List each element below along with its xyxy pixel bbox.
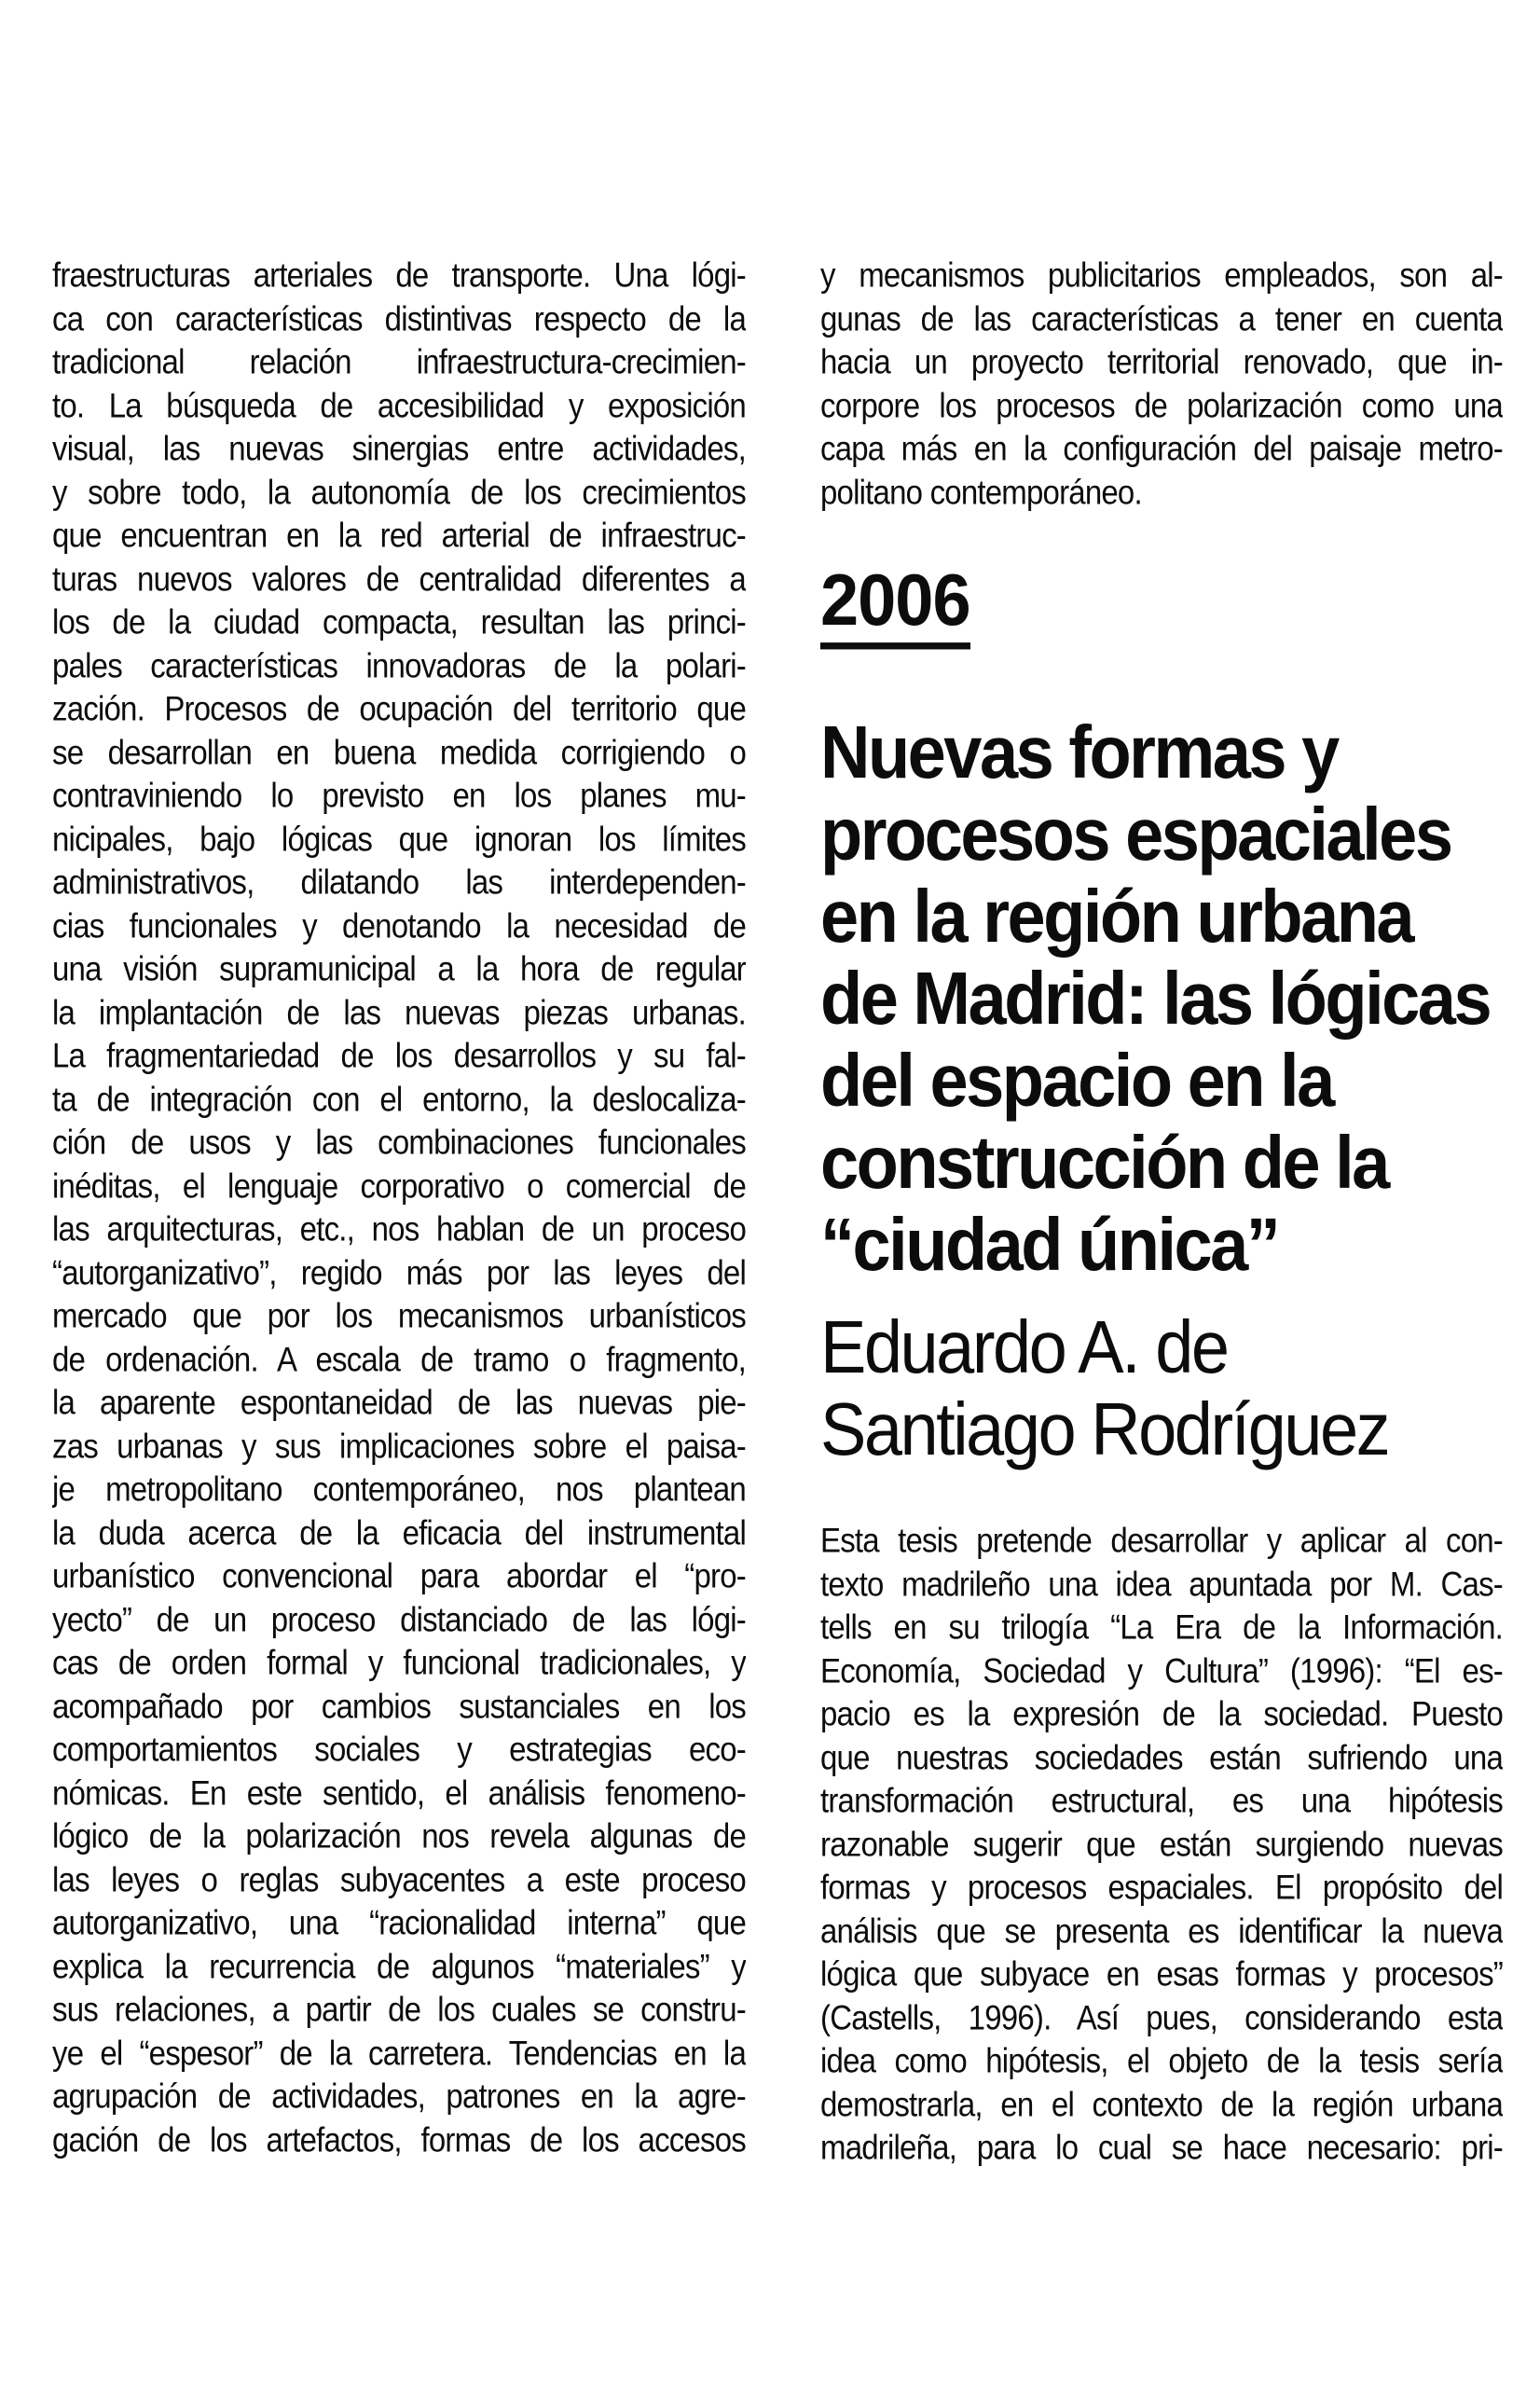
- text-line: agrupación de actividades, patrones en la agre-: [52, 2076, 746, 2116]
- text-line: las arquitecturas, etc., nos hablan de un proceso: [52, 1208, 746, 1249]
- text-line: que nuestras sociedades están sufriendo una: [820, 1737, 1503, 1776]
- text-line: je metropolitano contemporáneo, nos plantean: [52, 1469, 746, 1509]
- text-line: la implantación de las nuevas piezas urbanas.: [52, 992, 746, 1031]
- text-line: pacio es la expresión de la sociedad. Puesto: [820, 1693, 1503, 1733]
- text-line: hacia un proyecto territorial renovado, que in-: [820, 341, 1503, 381]
- text-line: gunas de las características a tener en cuenta: [820, 298, 1503, 338]
- text-line: zas urbanas y sus implicaciones sobre el paisa-: [52, 1426, 746, 1465]
- text-line: demostrarla, en el contexto de la región urbana: [820, 2084, 1503, 2123]
- text-line: urbanístico convencional para abordar el “pro-: [52, 1555, 746, 1595]
- text-line: lógica que subyace en esas formas y procesos”: [820, 1953, 1503, 1994]
- text-line: una visión supramunicipal a la hora de regular: [52, 948, 746, 988]
- text-line: Santiago Rodríguez: [820, 1387, 1389, 1471]
- text-line: tells en su trilogía “La Era de la Información.: [820, 1607, 1503, 1647]
- text-line: de ordenación. A escala de tramo o fragmento,: [52, 1339, 746, 1378]
- text-line: Esta tesis pretende desarrollar y aplicar al con-: [820, 1520, 1503, 1560]
- text-line: gación de los artefactos, formas de los accesos: [52, 2119, 746, 2159]
- text-line: en la región urbana: [820, 874, 1413, 959]
- text-line: texto madrileño una idea apuntada por M. Cas-: [820, 1564, 1503, 1603]
- text-line: visual, las nuevas sinergias entre actividades,: [52, 428, 746, 468]
- text-line: y mecanismos publicitarios empleados, son al-: [820, 255, 1503, 295]
- text-line: yecto” de un proceso distanciado de las lógi-: [52, 1599, 746, 1638]
- intro-paragraph: [820, 254, 1503, 514]
- text-line: contraviniendo lo previsto en los planes mu-: [52, 775, 746, 815]
- text-line: procesos espaciales: [820, 792, 1451, 876]
- text-line: tradicional relación infraestructura-crecimien-: [52, 341, 746, 381]
- text-line: análisis que se presenta es identificar la nueva: [820, 1911, 1503, 1950]
- text-line: ción de usos y las combinaciones funcionales: [52, 1122, 746, 1162]
- text-line: ye el “espesor” de la carretera. Tendencias en la: [52, 2033, 746, 2072]
- text-line: autorganizativo, una “racionalidad interna” que: [52, 1902, 746, 1942]
- body-paragraph: [820, 1519, 1503, 2170]
- text-line: to. La búsqueda de accesibilidad y exposición: [52, 385, 746, 424]
- text-line: transformación estructural, es una hipótesis: [820, 1780, 1503, 1820]
- text-line: mercado que por los mecanismos urbanísticos: [52, 1295, 746, 1335]
- text-line: lógico de la polarización nos revela algunas de: [52, 1815, 746, 1856]
- left-column-text: [52, 254, 746, 2161]
- text-line: “ciudad única”: [820, 1202, 1279, 1287]
- text-line: ca con características distintivas respecto de la: [52, 298, 746, 338]
- text-line: Economía, Sociedad y Cultura” (1996): “El es-: [820, 1650, 1503, 1690]
- text-line: La fragmentariedad de los desarrollos y su fal-: [52, 1035, 746, 1075]
- text-line: fraestructuras arteriales de transporte. Una lógi-: [52, 255, 746, 295]
- text-line: “autorganizativo”, regido más por las leyes del: [52, 1252, 746, 1291]
- text-line: formas y procesos espaciales. El propósito del: [820, 1867, 1503, 1907]
- text-line: del espacio en la: [820, 1038, 1333, 1123]
- text-line: acompañado por cambios sustanciales en los: [52, 1686, 746, 1725]
- text-line: nicipales, bajo lógicas que ignoran los límites: [52, 819, 746, 858]
- text-line: la aparente espontaneidad de las nuevas pie-: [52, 1382, 746, 1422]
- text-line: Eduardo A. de: [820, 1304, 1228, 1389]
- text-line: (Castells, 1996). Así pues, considerando esta: [820, 1997, 1503, 2036]
- author-name: [820, 1306, 1503, 1470]
- text-line: los de la ciudad compacta, resultan las princi-: [52, 601, 746, 642]
- text-line: que encuentran en la red arterial de infraestruc-: [52, 515, 746, 555]
- text-line: cias funcionales y denotando la necesidad de: [52, 905, 746, 945]
- text-line: idea como hipótesis, el objeto de la tesis sería: [820, 2040, 1503, 2080]
- text-line: de Madrid: las lógicas: [820, 956, 1491, 1041]
- text-line: la duda acerca de la eficacia del instrumental: [52, 1512, 746, 1552]
- text-line: administrativos, dilatando las interdependen-: [52, 862, 746, 902]
- text-line: construcción de la: [820, 1120, 1388, 1205]
- text-line: ta de integración con el entorno, la deslocaliza-: [52, 1079, 746, 1118]
- year-heading: 2006: [820, 562, 970, 649]
- right-column: [820, 254, 1503, 2170]
- text-line: comportamientos sociales y estrategias eco-: [52, 1729, 746, 1769]
- text-line: madrileña, para lo cual se hace necesario: pri-: [820, 2127, 1503, 2167]
- text-line: turas nuevos valores de centralidad diferentes a: [52, 559, 746, 598]
- text-line: pales características innovadoras de la polari-: [52, 645, 746, 684]
- article-title: [820, 711, 1503, 1286]
- text-line: politano contemporáneo.: [820, 472, 1142, 511]
- text-line: zación. Procesos de ocupación del territorio que: [52, 688, 746, 728]
- text-line: razonable sugerir que están surgiendo nuevas: [820, 1824, 1503, 1863]
- text-line: se desarrollan en buena medida corrigiendo o: [52, 732, 746, 771]
- text-line: explica la recurrencia de algunos “materiales” y: [52, 1946, 746, 1985]
- text-line: nómicas. En este sentido, el análisis fenomeno-: [52, 1773, 746, 1812]
- text-line: capa más en la configuración del paisaje metro-: [820, 428, 1503, 468]
- text-line: inéditas, el lenguaje corporativo o comercial de: [52, 1166, 746, 1205]
- text-line: Nuevas formas y: [820, 710, 1338, 794]
- text-line: sus relaciones, a partir de los cuales se constru-: [52, 1989, 746, 2029]
- text-line: y sobre todo, la autonomía de los crecimientos: [52, 472, 746, 511]
- text-line: corpore los procesos de polarización como una: [820, 385, 1503, 424]
- text-line: las leyes o reglas subyacentes a este proceso: [52, 1859, 746, 1898]
- text-line: cas de orden formal y funcional tradicionales, y: [52, 1642, 746, 1682]
